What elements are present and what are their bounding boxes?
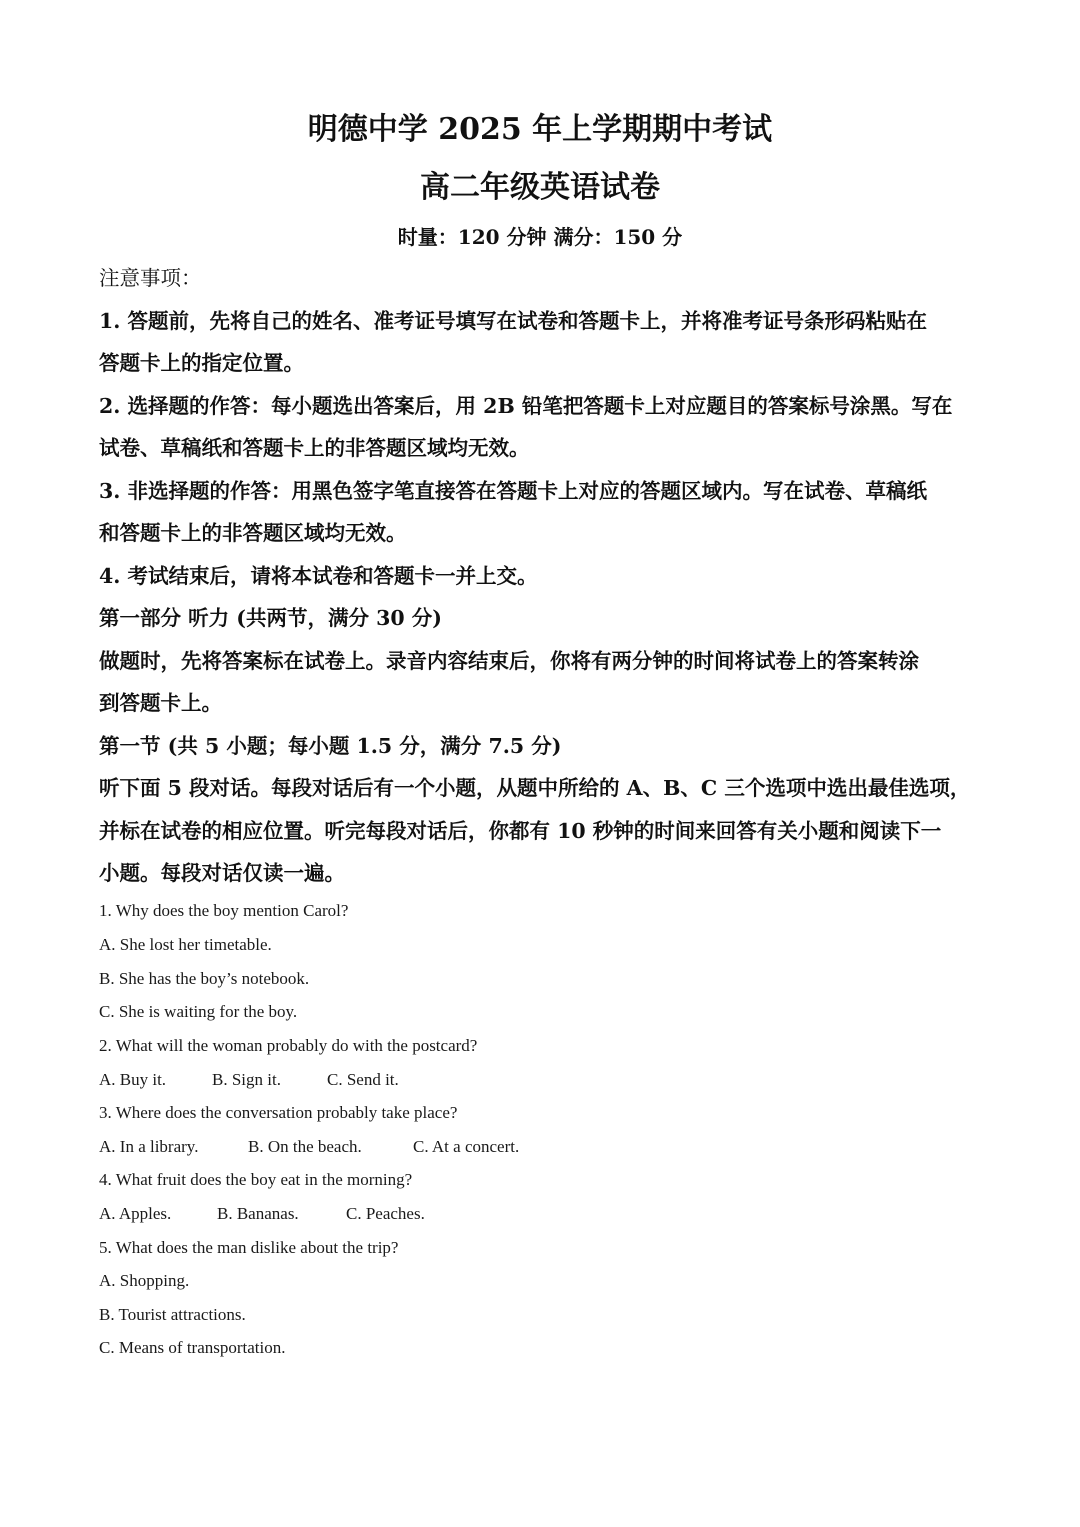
question-5-option-a: A. Shopping. [99,1271,190,1290]
school-exam-title: 明德中学 2025 年上学期期中考试 [307,112,773,147]
section-one-directions-line3: 小题。每段对话仅读一遍。 [99,861,345,885]
question-1-option-a: A. She lost her timetable. [99,935,272,954]
section-one-directions-line2: 并标在试卷的相应位置。听完每段对话后，你都有 10 秒钟的时间来回答有关小题和阅读下一 [99,819,942,843]
part-one-instructions-line2: 到答题卡上。 [99,691,222,715]
question-5-option-c: C. Means of transportation. [99,1338,286,1357]
notice-item-4-line1: 4. 考试结束后，请将本试卷和答题卡一并上交。 [99,564,538,588]
notice-heading: 注意事项： [99,266,202,290]
question-3-stem: 3. Where does the conversation probably take place? [99,1103,458,1122]
notice-item-2-line1: 2. 选择题的作答：每小题选出答案后，用 2B 铅笔把答题卡上对应题目的答案标号涂黑。写在 [99,394,953,418]
section-one-directions-line1: 听下面 5 段对话。每段对话后有一个小题，从题中所给的 A、B、C 三个选项中选出最佳选项， [99,776,971,800]
part-one-heading: 第一部分 听力 (共两节，满分 30 分) [99,606,442,630]
question-2-option-a: A. Buy it. [99,1070,167,1089]
question-3-option-a: A. In a library. [99,1137,199,1156]
question-4-option-c: C. Peaches. [346,1204,425,1223]
question-1-option-b: B. She has the boy’s notebook. [99,969,310,988]
question-2-option-b: B. Sign it. [212,1070,281,1089]
question-5-stem: 5. What does the man dislike about the trip? [99,1238,399,1257]
paper-title: 高二年级英语试卷 [420,170,660,205]
question-5-option-b: B. Tourist attractions. [99,1305,246,1324]
notice-item-3-line2: 和答题卡上的非答题区域均无效。 [99,521,407,545]
section-one-heading: 第一节 (共 5 小题；每小题 1.5 分，满分 7.5 分) [99,734,562,758]
notice-item-1-line1: 1. 答题前，先将自己的姓名、准考证号填写在试卷和答题卡上，并将准考证号条形码粘贴在 [99,309,928,333]
question-2-option-c: C. Send it. [327,1070,399,1089]
question-3-option-b: B. On the beach. [248,1137,362,1156]
question-4-option-b: B. Bananas. [217,1204,299,1223]
part-one-instructions-line1: 做题时，先将答案标在试卷上。录音内容结束后，你将有两分钟的时间将试卷上的答案转涂 [99,649,919,673]
question-1-stem: 1. Why does the boy mention Carol? [99,901,349,920]
notice-item-2-line2: 试卷、草稿纸和答题卡上的非答题区域均无效。 [99,436,530,460]
time-score-line: 时量：120 分钟 满分：150 分 [397,225,683,249]
question-4-stem: 4. What fruit does the boy eat in the morning? [99,1170,413,1189]
question-4-option-a: A. Apples. [99,1204,172,1223]
question-1-option-c: C. She is waiting for the boy. [99,1002,298,1021]
notice-item-1-line2: 答题卡上的指定位置。 [99,351,304,375]
question-3-option-c: C. At a concert. [413,1137,520,1156]
question-2-stem: 2. What will the woman probably do with the postcard? [99,1036,478,1055]
notice-item-3-line1: 3. 非选择题的作答：用黑色签字笔直接答在答题卡上对应的答题区域内。写在试卷、草稿纸 [99,479,928,503]
